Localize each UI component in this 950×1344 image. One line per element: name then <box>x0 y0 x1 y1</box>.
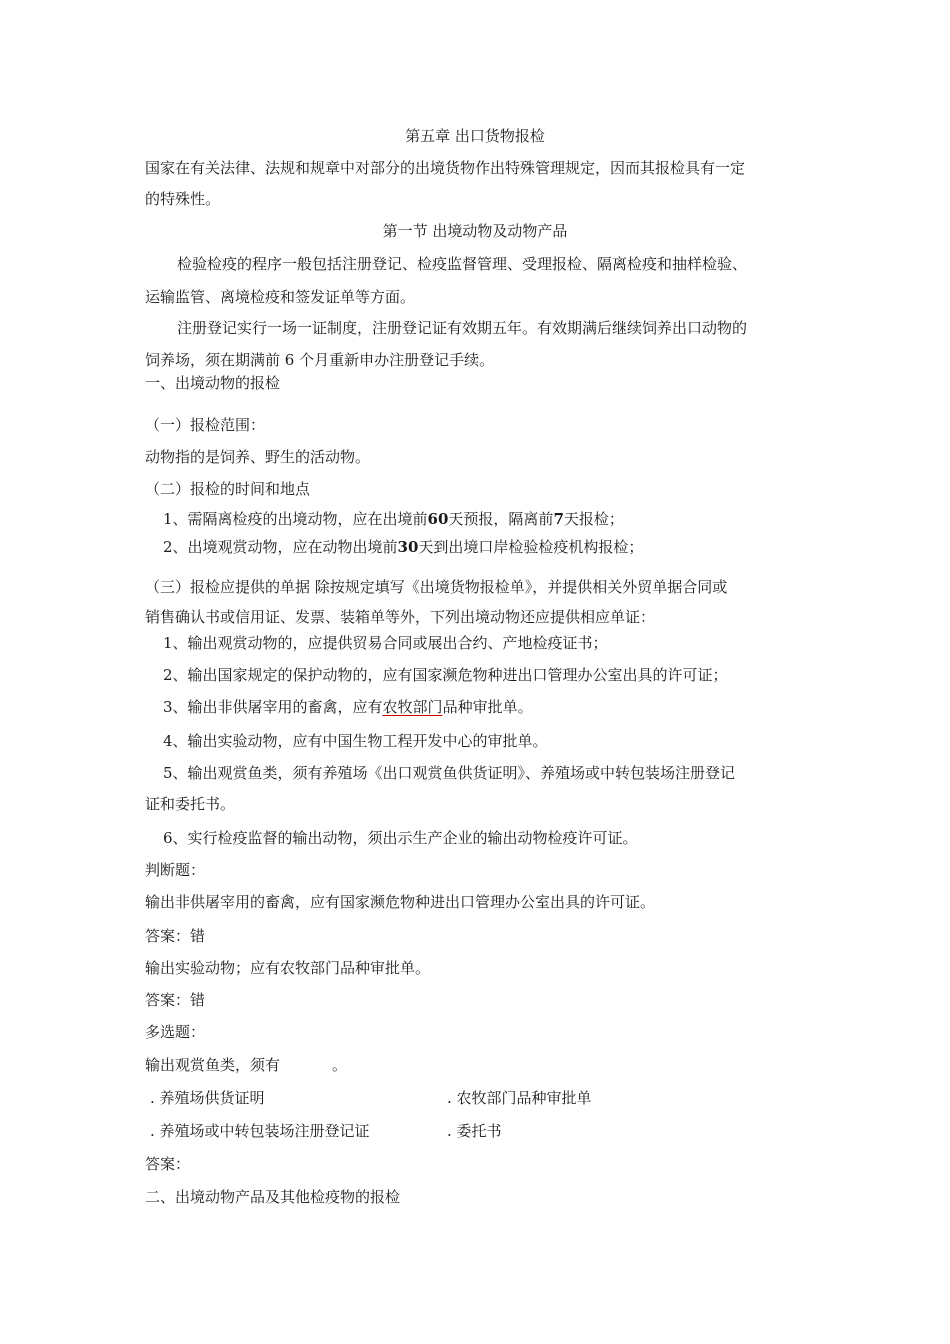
documents-item-6: 6、实行检疫监督的输出动物，须出示生产企业的输出动物检疫许可证。 <box>163 829 638 847</box>
multi-title: 多选题： <box>145 1023 206 1041</box>
documents-item-3: 3、输出非供屠宰用的畜禽，应有农牧部门品种审批单。 <box>163 698 533 716</box>
multi-answer: 答案： <box>145 1155 191 1173</box>
intro-line-1: 国家在有关法律、法规和规章中对部分的出境货物作出特殊管理规定，因而其报检具有一定 <box>145 159 746 177</box>
option-a: . 养殖场供货证明 <box>150 1089 265 1107</box>
heading-2: 二、出境动物产品及其他检疫物的报检 <box>145 1188 401 1206</box>
chapter-title: 第五章 出口货物报检 <box>405 127 545 145</box>
documents-item-5-line-1: 5、输出观赏鱼类，须有养殖场《出口观赏鱼供货证明》、养殖场或中转包装场注册登记 <box>163 764 736 782</box>
judge-question-2: 输出实验动物；应有农牧部门品种审批单。 <box>145 959 431 977</box>
judge-title: 判断题： <box>145 861 206 879</box>
judge-answer-1: 答案：错 <box>145 927 206 945</box>
option-c: . 养殖场或中转包装场注册登记证 <box>150 1122 370 1140</box>
multi-question: 输出观赏鱼类，须有 。 <box>145 1056 348 1074</box>
para1-line-2: 运输监管、离境检疫和签发证单等方面。 <box>145 288 416 306</box>
option-d: . 委托书 <box>447 1122 502 1140</box>
scope-title: （一）报检范围： <box>145 416 266 434</box>
underlined-term: 农牧部门 <box>382 698 443 716</box>
scope-text: 动物指的是饲养、野生的活动物。 <box>145 448 371 466</box>
para1-line-1: 检验检疫的程序一般包括注册登记、检疫监督管理、受理报检、隔离检疫和抽样检验、 <box>177 255 748 273</box>
documents-item-1: 1、输出观赏动物的，应提供贸易合同或展出合约、产地检疫证书； <box>163 634 608 652</box>
heading-1: 一、出境动物的报检 <box>145 374 281 392</box>
documents-item-4: 4、输出实验动物，应有中国生物工程开发中心的审批单。 <box>163 732 548 750</box>
time-place-title: （二）报检的时间和地点 <box>145 480 311 498</box>
documents-line-2: 销售确认书或信用证、发票、装箱单等外，下列出境动物还应提供相应单证： <box>145 608 656 626</box>
intro-line-2: 的特殊性。 <box>145 190 221 208</box>
documents-item-2: 2、输出国家规定的保护动物的，应有国家濒危物种进出口管理办公室出具的许可证； <box>163 666 728 684</box>
time-place-item-2: 2、出境观赏动物，应在动物出境前30天到出境口岸检验检疫机构报检； <box>163 538 644 556</box>
section-title: 第一节 出境动物及动物产品 <box>382 222 568 240</box>
documents-item-5-line-2: 证和委托书。 <box>145 795 236 813</box>
judge-answer-2: 答案：错 <box>145 991 206 1009</box>
time-place-item-1: 1、需隔离检疫的出境动物，应在出境前60天预报，隔离前7天报检； <box>163 510 624 528</box>
option-b: . 农牧部门品种审批单 <box>447 1089 592 1107</box>
judge-question-1: 输出非供屠宰用的畜禽，应有国家濒危物种进出口管理办公室出具的许可证。 <box>145 893 656 911</box>
para2-line-2: 饲养场，须在期满前 6 个月重新申办注册登记手续。 <box>145 351 495 369</box>
para2-line-1: 注册登记实行一场一证制度，注册登记证有效期五年。有效期满后继续饲养出口动物的 <box>177 319 748 337</box>
documents-line-1: （三）报检应提供的单据 除按规定填写《出境货物报检单》，并提供相关外贸单据合同或 <box>145 578 728 596</box>
